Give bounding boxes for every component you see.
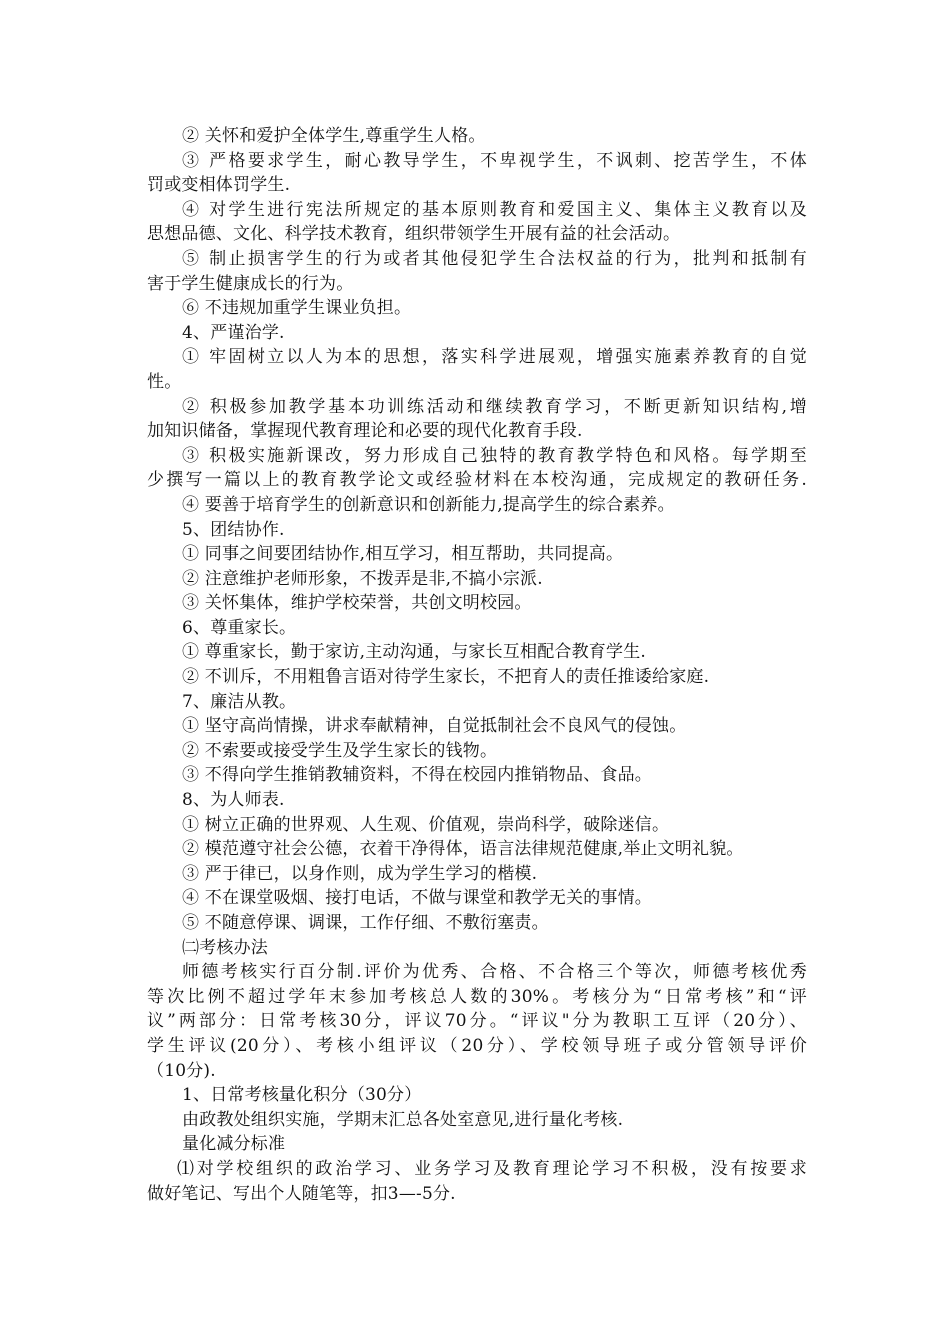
text-line: 5、团结协作. (182, 519, 285, 540)
text-line: 性。 (147, 371, 182, 392)
text-line: 师德考核实行百分制.评价为优秀、合格、不合格三个等次，师德考核优秀 (182, 962, 807, 983)
text-line: ① 牢固树立以人为本的思想，落实科学进展观，增强实施素养教育的自觉 (182, 347, 807, 368)
text-line: ③ 积极实施新课改，努力形成自己独特的教育教学特色和风格。每学期至 (182, 445, 807, 466)
text-line: ⑥ 不违规加重学生课业负担。 (182, 298, 412, 319)
text-line: ① 树立正确的世界观、人生观、价值观，崇尚科学，破除迷信。 (182, 814, 670, 835)
text-line: 害于学生健康成长的行为。 (147, 273, 354, 294)
text-line: 由政教处组织实施，学期末汇总各处室意见,进行量化考核. (182, 1109, 624, 1130)
text-line: 等次比例不超过学年末参加考核总人数的30%。考核分为“日常考核”和“评 (147, 986, 807, 1007)
text-line: 量化减分标准 (182, 1134, 286, 1155)
text-line: ③ 关怀集体，维护学校荣誉，共创文明校园。 (182, 593, 532, 614)
text-line: ㈡考核办法 (182, 937, 268, 958)
text-line: 8、为人师表. (182, 790, 285, 811)
text-line: 少撰写一篇以上的教育教学论文或经验材料在本校沟通，完成规定的教研任务. (147, 470, 807, 491)
text-line: ④ 对学生进行宪法所规定的基本原则教育和爱国主义、集体主义教育以及 (182, 199, 807, 220)
text-line: ⑴对学校组织的政治学习、业务学习及教育理论学习不积极，没有按要求 (177, 1158, 807, 1179)
text-line: 罚或变相体罚学生. (147, 175, 291, 196)
text-line: （10分). (147, 1060, 216, 1081)
text-line: ② 积极参加教学基本功训练活动和继续教育学习，不断更新知识结构,增 (182, 396, 807, 417)
text-line: 4、严谨治学. (182, 322, 285, 343)
text-line: 学生评议(20分）、考核小组评议（20分）、学校领导班子或分管领导评价 (147, 1035, 807, 1056)
text-line: ② 注意维护老师形象，不拨弄是非,不搞小宗派. (182, 568, 543, 589)
text-line: ① 同事之间要团结协作,相互学习，相互帮助，共同提高。 (182, 544, 624, 565)
text-line: ① 尊重家长，勤于家访,主动沟通，与家长互相配合教育学生. (182, 642, 647, 663)
document-body (147, 124, 807, 1206)
text-line: ④ 要善于培育学生的创新意识和创新能力,提高学生的综合素养。 (182, 494, 675, 515)
text-line: 做好笔记、写出个人随笔等，扣3—-5分. (147, 1183, 456, 1204)
text-line: 1、日常考核量化积分（30分） (182, 1085, 422, 1106)
text-line: 6、尊重家长。 (182, 617, 297, 638)
text-line: ① 坚守高尚情操，讲求奉献精神，自觉抵制社会不良风气的侵蚀。 (182, 716, 687, 737)
text-line: ⑤ 不随意停课、调课，工作仔细、不敷衍塞责。 (182, 913, 549, 933)
text-line: ② 不索要或接受学生及学生家长的钱物。 (182, 740, 498, 761)
text-line: 7、廉洁从教。 (182, 691, 297, 712)
text-line: ② 不训斥，不用粗鲁言语对待学生家长，不把育人的责任推诿给家庭. (182, 667, 710, 688)
text-line: ② 模范遵守社会公德，衣着干净得体，语言法律规范健康,举止文明礼貌。 (182, 839, 744, 860)
text-line: 思想品德、文化、科学技术教育，组织带领学生开展有益的社会活动。 (147, 224, 681, 245)
text-line: ⑤ 制止损害学生的行为或者其他侵犯学生合法权益的行为，批判和抵制有 (182, 248, 807, 269)
text-line: ③ 不得向学生推销教辅资料，不得在校园内推销物品、食品。 (182, 765, 653, 786)
text-line: ④ 不在课堂吸烟、接打电话，不做与课堂和教学无关的事情。 (182, 888, 653, 909)
text-line: ③ 严格要求学生，耐心教导学生，不卑视学生，不讽刺、挖苦学生，不体 (182, 150, 807, 171)
text-line: ③ 严于律已，以身作则，成为学生学习的楷模. (182, 863, 538, 884)
text-line: ② 关怀和爱护全体学生,尊重学生人格。 (182, 126, 486, 146)
text-line: 加知识储备，掌握现代教育理论和必要的现代化教育手段. (147, 421, 583, 442)
text-line: 议”两部分：日常考核30分，评议70分。“评议"分为教职工互评（20分）、 (147, 1011, 807, 1032)
